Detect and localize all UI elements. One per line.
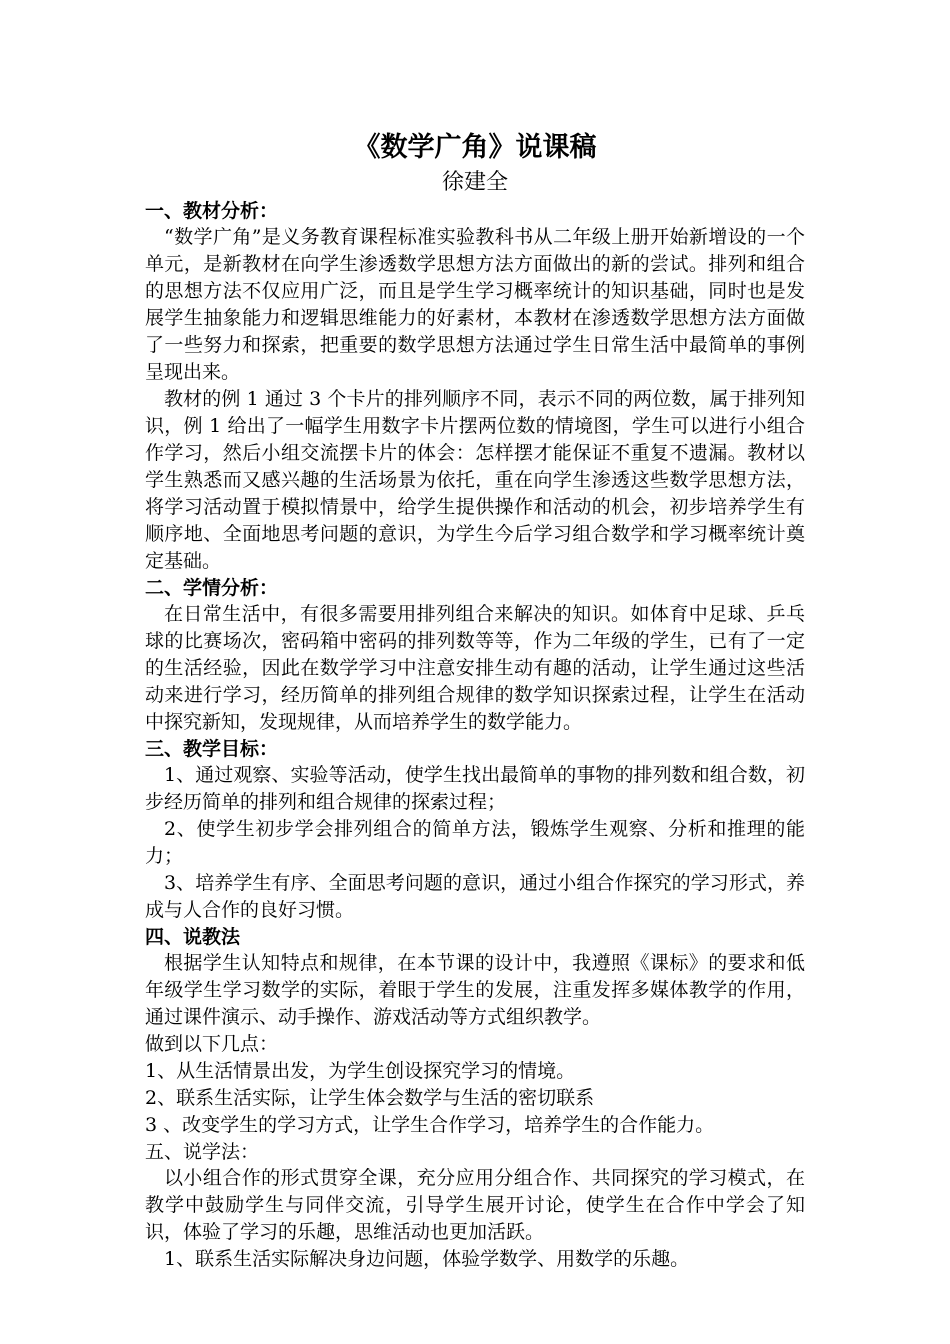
section-heading: 二、学情分析： [145,577,279,599]
section-student-analysis [145,575,805,736]
paragraph: 以小组合作的形式贯穿全课，充分应用分组合作、共同探究的学习模式，在教学中鼓励学生与同伴交流，引导学生展开讨论，使学生在合作中学会了知识，体验了学习的乐趣，思维活动也更加活跃。 [145,1167,805,1243]
paragraph: 根据学生认知特点和规律，在本节课的设计中，我遵照《课标》的要求和低年级学生学习数学的实际，着眼于学生的发展，注重发挥多媒体教学的作用，通过课件演示、动手操作、游戏活动等方式组织教学。 [145,952,805,1028]
document-title: 《数学广角》说课稿 [353,132,597,163]
section-heading: 三、教学目标： [145,738,279,760]
list-item: 2、联系生活实际，让学生体会数学与生活的密切联系 [145,1087,595,1109]
section-learning-method [145,1139,805,1273]
paragraph: 1、联系生活实际解决身边问题，体验学数学、用数学的乐趣。 [164,1248,690,1270]
goal-item: 1、通过观察、实验等活动，使学生找出最简单的事物的排列数和组合数，初步经历简单的排列和组合规律的探索过程； [145,764,805,813]
document-author: 徐建全 [441,170,508,195]
paragraph: 在日常生活中，有很多需要用排列组合来解决的知识。如体育中足球、乒乓球的比赛场次，密码箱中密码的排列数等等，作为二年级的学生，已有了一定的生活经验，因此在数学学习中注意安排生动有趣的活动，让学生通过这些活动来进行学习，经历简单的排列组合规律的数学知识探索过程，让学生在活动中探究新知，发现规律，从而培养学生的数学能力。 [145,603,805,733]
goal-item: 2、使学生初步学会排列组合的简单方法，锻炼学生观察、分析和推理的能力； [145,818,805,867]
goal-item: 3、培养学生有序、全面思考问题的意识，通过小组合作探究的学习形式，养成与人合作的良好习惯。 [145,872,805,921]
list-item: 1、从生活情景出发，为学生创设探究学习的情境。 [145,1060,576,1082]
paragraph: 教材的例 1 通过 3 个卡片的排列顺序不同，表示不同的两位数，属于排列知识，例 1 给出了一幅学生用数字卡片摆两位数的情境图，学生可以进行小组合作学习，然后小组交流摆卡片的体会：怎样摆才能保证不重复不遗漏。教材以学生熟悉而又感兴趣的生活场景为依托，重在向学生渗透这些数学思想方法，将学习活动置于模拟情景中，给学生提供操作和活动的机会，初步培养学生有顺序地、全面地思考问题的意识，为学生今后学习组合数学和学习概率统计奠定基础。 [145,388,805,572]
section-heading: 五、说学法： [145,1141,260,1163]
section-teaching-method [145,924,805,1139]
paragraph: “数学广角”是义务教育课程标准实验教科书从二年级上册开始新增设的一个单元，是新教材在向学生渗透数学思想方法方面做出的新的尝试。排列和组合的思想方法不仅应用广泛，而且是学生学习概率统计的知识基础，同时也是发展学生抽象能力和逻辑思维能力的好素材，本教材在渗透数学思想方法方面做了一些努力和探索，把重要的数学思想方法通过学生日常生活中最简单的事例呈现出来。 [145,226,805,383]
section-textbook-analysis [145,198,805,575]
section-heading: 一、教材分析： [145,200,279,222]
list-item: 做到以下几点： [145,1033,279,1055]
section-heading: 四、说教法 [145,926,241,948]
list-item: 3 、改变学生的学习方式，让学生合作学习，培养学生的合作能力。 [145,1114,715,1136]
section-teaching-goals [145,736,805,924]
